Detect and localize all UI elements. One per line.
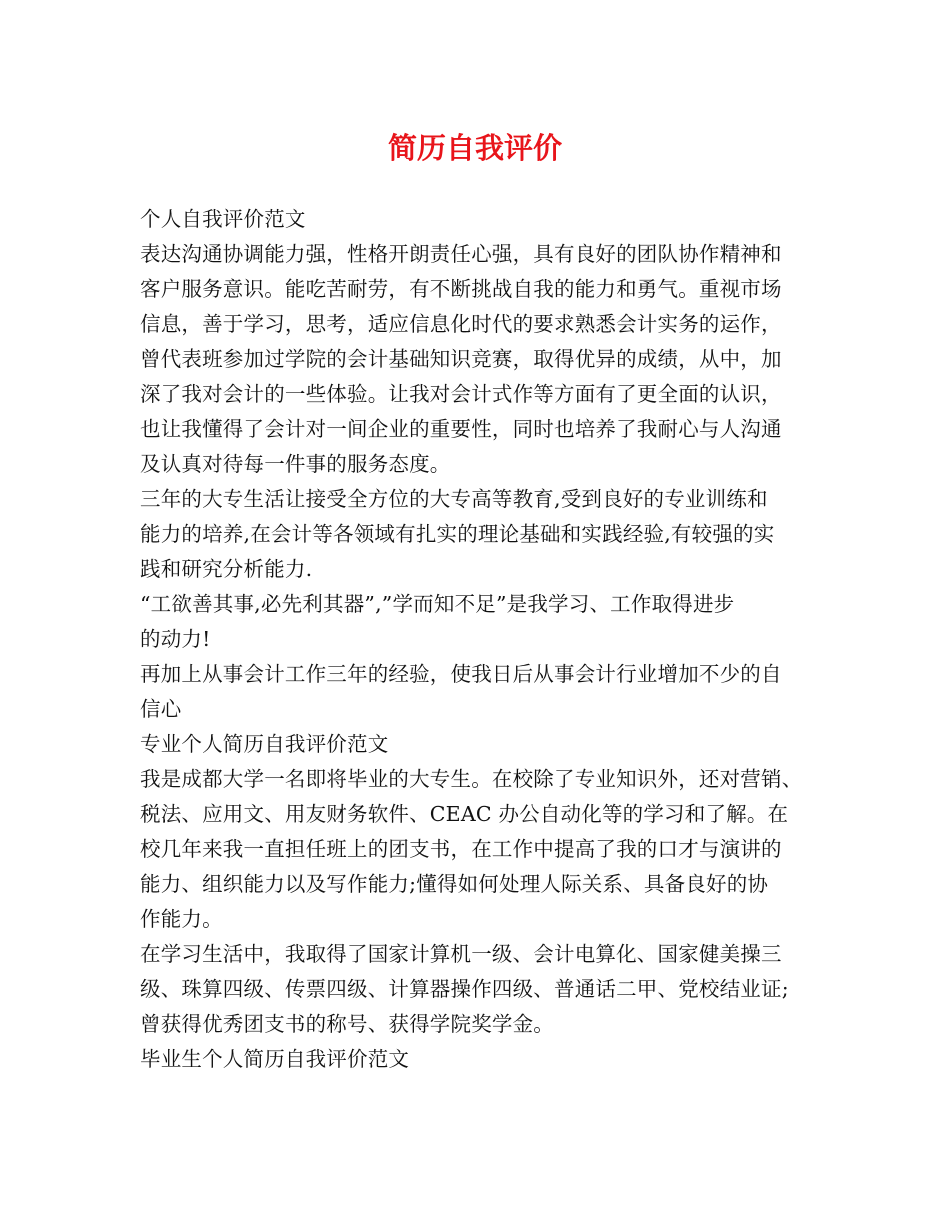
text-line: 及认真对待每一件事的服务态度。 — [140, 452, 451, 476]
text-line: 级、珠算四级、传票四级、计算器操作四级、普通话二甲、党校结业证; — [140, 977, 789, 1001]
text-line: 能力的培养,在会计等各领域有扎实的理论基础和实践经验,有较强的实 — [140, 522, 775, 546]
document-title: 简历自我评价 — [387, 131, 562, 165]
text-line: 在学习生活中，我取得了国家计算机一级、会计电算化、国家健美操三 — [140, 942, 782, 966]
text-line: 表达沟通协调能力强，性格开朗责任心强，具有良好的团队协作精神和 — [140, 242, 782, 266]
text-line: 三年的大专生活让接受全方位的大专高等教育,受到良好的专业训练和 — [140, 487, 768, 511]
text-line: 曾代表班参加过学院的会计基础知识竞赛，取得优异的成绩，从中，加 — [140, 347, 782, 371]
section-heading-graduate: 毕业生个人简历自我评价范文 — [140, 1047, 410, 1071]
text-line: 我是成都大学一名即将毕业的大专生。在校除了专业知识外，还对营销、 — [140, 767, 803, 791]
text-line: 深了我对会计的一些体验。让我对会计式作等方面有了更全面的认识， — [140, 382, 782, 406]
text-line: 作能力。 — [140, 907, 223, 931]
text-line: 客户服务意识。能吃苦耐劳，有不断挑战自我的能力和勇气。重视市场 — [140, 277, 782, 301]
text-line: 信心 — [140, 697, 182, 721]
text-line: 校几年来我一直担任班上的团支书，在工作中提高了我的口才与演讲的 — [140, 837, 782, 861]
text-line: 再加上从事会计工作三年的经验，使我日后从事会计行业增加不少的自 — [140, 662, 782, 686]
text-line: 的动力! — [140, 627, 211, 651]
text-line: 也让我懂得了会计对一间企业的重要性，同时也培养了我耐心与人沟通 — [140, 417, 782, 441]
text-line: 信息，善于学习，思考，适应信息化时代的要求熟悉会计实务的运作， — [140, 312, 782, 336]
text-line: 能力、组织能力以及写作能力;懂得如何处理人际关系、具备良好的协 — [140, 872, 769, 896]
section-heading-personal: 个人自我评价范文 — [140, 207, 306, 231]
text-line: “工欲善其事,必先利其器”,”学而知不足”是我学习、工作取得进步 — [140, 592, 735, 616]
text-line: 践和研究分析能力. — [140, 557, 313, 581]
text-line: 税法、应用文、用友财务软件、CEAC 办公自动化等的学习和了解。在 — [140, 802, 789, 826]
section-heading-professional: 专业个人简历自我评价范文 — [140, 732, 389, 756]
document-body — [140, 202, 820, 1077]
text-line: 曾获得优秀团支书的称号、获得学院奖学金。 — [140, 1012, 554, 1036]
